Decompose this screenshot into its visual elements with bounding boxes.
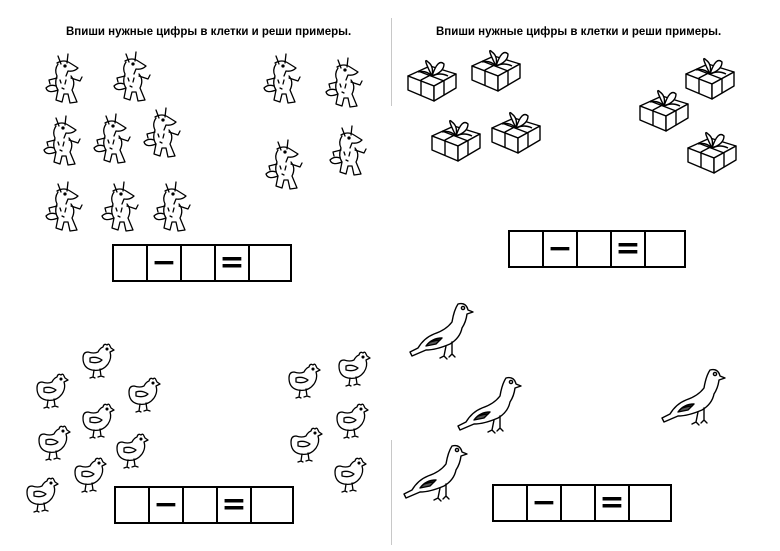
answer-cell[interactable]: [510, 232, 544, 266]
answer-cell[interactable]: [562, 486, 596, 520]
panel-title-wolves: Впиши нужные цифры в клетки и реши примеры.: [66, 26, 352, 38]
answer-cell[interactable]: [630, 486, 664, 520]
equals-cell: [218, 488, 252, 522]
answer-cell[interactable]: [252, 488, 286, 522]
wolf-icon: [44, 178, 88, 236]
minus-sign: −: [547, 231, 573, 266]
answer-cell[interactable]: [184, 488, 218, 522]
wolf-icon: [152, 178, 196, 236]
equals-sign: =: [219, 245, 245, 280]
answer-cell[interactable]: [646, 232, 680, 266]
answer-cell[interactable]: [494, 486, 528, 520]
minus-sign: −: [531, 485, 557, 520]
equation-grid-gifts: [508, 230, 686, 268]
chicken-icon: [332, 454, 368, 494]
gift-box-icon: [428, 114, 484, 164]
chicken-icon: [336, 348, 372, 388]
chicken-icon: [80, 340, 116, 380]
wolf-icon: [44, 50, 88, 108]
minus-sign: −: [153, 487, 179, 522]
gift-box-icon: [404, 54, 460, 104]
equation-grid-chickens: [114, 486, 294, 524]
panel-title-gifts: Впиши нужные цифры в клетки и реши примеры.: [436, 26, 722, 38]
vertical-divider-top: [391, 18, 392, 106]
equals-sign: =: [221, 487, 247, 522]
pigeon-icon: [400, 440, 470, 506]
pigeon-icon: [406, 298, 476, 364]
chicken-icon: [286, 360, 322, 400]
answer-cell[interactable]: [578, 232, 612, 266]
chicken-icon: [80, 400, 116, 440]
minus-cell: [544, 232, 578, 266]
wolf-icon: [92, 110, 136, 168]
chicken-icon: [126, 374, 162, 414]
gift-box-icon: [488, 106, 544, 156]
minus-cell: [528, 486, 562, 520]
equation-grid-wolves: [112, 244, 292, 282]
answer-cell[interactable]: [114, 246, 148, 280]
answer-cell[interactable]: [250, 246, 284, 280]
chicken-icon: [24, 474, 60, 514]
chicken-icon: [288, 424, 324, 464]
equals-sign: =: [615, 231, 641, 266]
minus-sign: −: [151, 245, 177, 280]
chicken-icon: [72, 454, 108, 494]
chicken-icon: [34, 370, 70, 410]
answer-cell[interactable]: [116, 488, 150, 522]
wolf-icon: [100, 178, 144, 236]
answer-cell[interactable]: [182, 246, 216, 280]
minus-cell: [150, 488, 184, 522]
chicken-icon: [114, 430, 150, 470]
minus-cell: [148, 246, 182, 280]
equals-sign: =: [599, 485, 625, 520]
chicken-icon: [334, 400, 370, 440]
equals-cell: [216, 246, 250, 280]
vertical-divider-bottom: [391, 440, 392, 545]
gift-box-icon: [684, 126, 740, 176]
wolf-icon: [112, 48, 156, 106]
wolf-icon: [142, 104, 186, 162]
wolf-icon: [324, 54, 368, 112]
gift-box-icon: [468, 44, 524, 94]
wolf-icon: [262, 50, 306, 108]
equation-grid-pigeons: [492, 484, 672, 522]
pigeon-icon: [658, 364, 728, 430]
equals-cell: [596, 486, 630, 520]
wolf-icon: [42, 112, 86, 170]
chicken-icon: [36, 422, 72, 462]
pigeon-icon: [454, 372, 524, 438]
equals-cell: [612, 232, 646, 266]
wolf-icon: [328, 122, 372, 180]
wolf-icon: [264, 136, 308, 194]
